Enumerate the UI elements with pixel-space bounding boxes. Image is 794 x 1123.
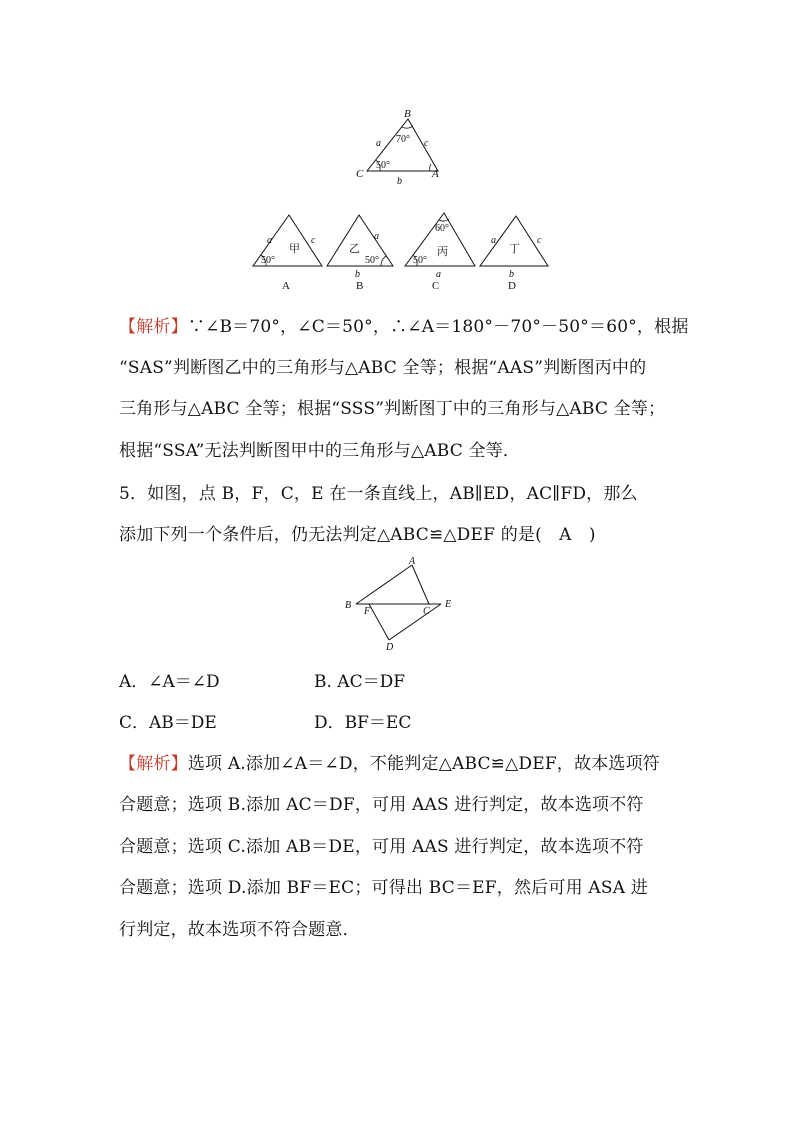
svg-text:b: b (355, 269, 360, 280)
option-d-label: D (508, 280, 516, 292)
triangle-yi (327, 215, 393, 292)
option-d: D．BF＝EC (314, 713, 412, 733)
option-b: B. AC＝DF (314, 672, 406, 692)
angle-b-label: 70° (396, 134, 410, 145)
analysis-1-line-3: 三角形与△ABC 全等；根据“SSS”判断图丁中的三角形与△ABC 全等； (119, 399, 666, 419)
svg-text:a: a (374, 231, 379, 242)
option-a-label: A (282, 280, 290, 292)
option-c: C．AB＝DE (119, 713, 217, 733)
option-a: A．∠A＝∠D (119, 672, 220, 692)
triangle-jia (253, 215, 322, 292)
option-triangles-figure (245, 205, 565, 297)
svg-text:c: c (311, 235, 316, 246)
side-c-label: c (424, 138, 429, 149)
svg-text:c: c (537, 235, 542, 246)
option-c-label: C (432, 280, 440, 292)
analysis-2-line-4: 合题意；选项 D.添加 BF＝EC；可得出 BC＝EF，然后可用 ASA 进 (119, 878, 648, 898)
triangle-bing (405, 213, 475, 292)
point-a-label: A (409, 556, 416, 567)
analysis-2-line-2: 合题意；选项 B.添加 AC＝DF，可用 AAS 进行判定，故本选项不符 (119, 795, 644, 815)
svg-text:a: a (267, 235, 272, 246)
svg-text:b: b (509, 269, 514, 280)
svg-text:50°: 50° (413, 255, 427, 266)
svg-text:a: a (436, 269, 441, 280)
point-b-label: B (345, 600, 352, 611)
point-d-label: D (386, 642, 394, 652)
triangle-ding (480, 216, 548, 292)
svg-text:a: a (491, 235, 496, 246)
angle-c-label: 50° (376, 160, 390, 171)
analysis-1-line-2: “SAS”判断图乙中的三角形与△ABC 全等；根据“AAS”判断图丙中的 (119, 358, 647, 378)
point-c-label: C (423, 606, 430, 617)
analysis-2-line-1: 【解析】选项 A.添加∠A＝∠D，不能判定△ABC≌△DEF，故本选项符 (119, 754, 661, 774)
analysis-tag: 【解析】 (119, 754, 188, 774)
svg-text:丁: 丁 (509, 243, 520, 255)
svg-text:甲: 甲 (289, 243, 300, 255)
svg-text:乙: 乙 (349, 243, 360, 255)
question-5-figure (340, 556, 460, 652)
analysis-2-line-5: 行判定，故本选项不符合题意． (119, 920, 360, 940)
point-f-label: F (364, 606, 371, 617)
vertex-b-label: B (404, 108, 411, 120)
triangle-abc-figure (350, 105, 450, 190)
svg-text:50°: 50° (365, 255, 379, 266)
analysis-2-line-3: 合题意；选项 C.添加 AB＝DE，可用 AAS 进行判定，故本选项不符 (119, 837, 644, 857)
point-e-label: E (445, 599, 452, 610)
analysis-1-line-1: 【解析】∵∠B＝70°，∠C＝50°，∴∠A＝180°－70°－50°＝60°，根据 (119, 317, 689, 337)
option-b-label: B (356, 280, 364, 292)
svg-text:60°: 60° (435, 223, 449, 234)
svg-text:50°: 50° (261, 255, 275, 266)
analysis-tag: 【解析】 (119, 317, 188, 337)
side-b-label: b (397, 176, 402, 187)
question-5-line-2: 添加下列一个条件后，仍无法判定△ABC≌△DEF 的是( A ) (119, 525, 596, 545)
side-a-label: a (376, 138, 381, 149)
vertex-a-label: A (432, 168, 439, 180)
question-5-line-1: 5．如图，点 B，F，C，E 在一条直线上，AB∥ED，AC∥FD，那么 (119, 484, 638, 504)
vertex-c-label: C (356, 168, 364, 180)
analysis-1-line-4: 根据“SSA”无法判断图甲中的三角形与△ABC 全等． (119, 441, 521, 461)
svg-text:丙: 丙 (437, 246, 448, 258)
